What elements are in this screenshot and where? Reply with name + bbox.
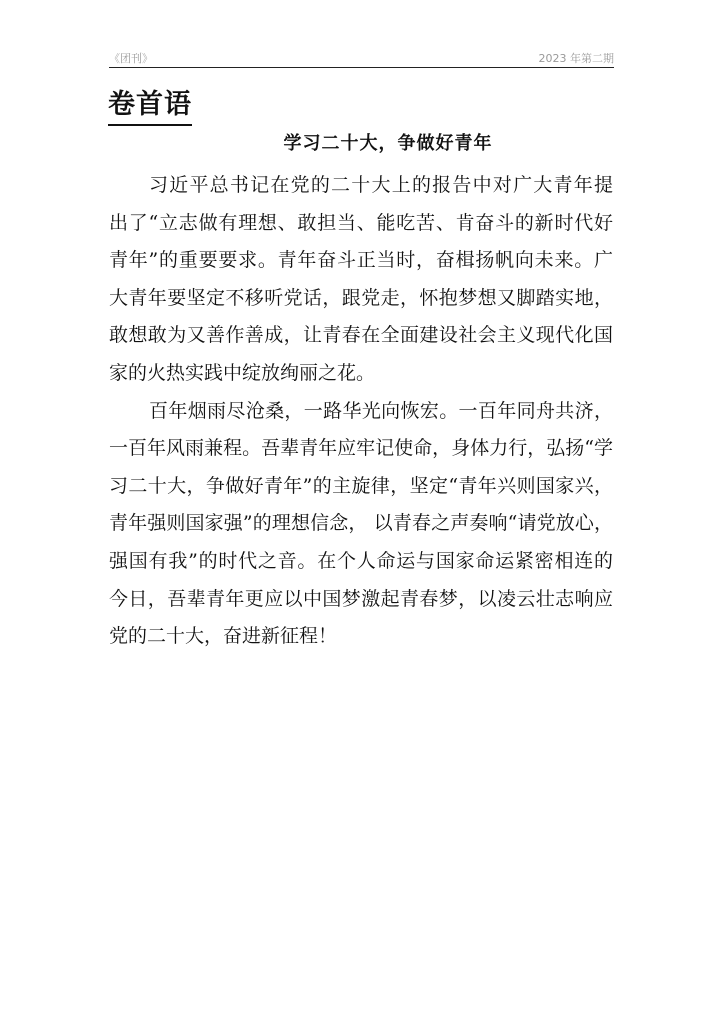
body-line: 今日，吾辈青年更应以中国梦激起青春梦，以凌云壮志响应 [109, 587, 613, 610]
body-line: 青年强则国家强”的理想信念， 以青春之声奏响“请党放心， [109, 512, 613, 535]
body-line: 出了“立志做有理想、敢担当、能吃苦、肯奋斗的新时代好 [109, 211, 613, 234]
issue-number: 2023 年第二期 [538, 52, 614, 65]
journal-name: 《团刊》 [109, 52, 153, 65]
body-line: 敢想敢为又善作善成，让青春在全面建设社会主义现代化国 [109, 324, 613, 347]
body-line: 习近平总书记在党的二十大上的报告中对广大青年提 [149, 174, 613, 196]
section-title: 卷首语 [108, 89, 192, 126]
body-line: 一百年风雨兼程。吾辈青年应牢记使命，身体力行，弘扬“学 [109, 437, 613, 460]
body-line: 习二十大，争做好青年”的主旋律，坚定“青年兴则国家兴， [109, 474, 613, 497]
body-line: 青年”的重要要求。青年奋斗正当时，奋楫扬帆向未来。广 [109, 249, 613, 272]
body-line: 强国有我”的时代之音。在个人命运与国家命运紧密相连的 [109, 549, 613, 572]
body-line: 党的二十大，奋进新征程！ [109, 625, 338, 648]
body-line: 家的火热实践中绽放绚丽之花。 [109, 361, 376, 384]
page-header [109, 50, 614, 68]
body-line: 百年烟雨尽沧桑，一路华光向恢宏。一百年同舟共济， [149, 399, 613, 422]
article-title: 学习二十大，争做好青年 [283, 133, 493, 154]
body-line: 大青年要坚定不移听党话，跟党走，怀抱梦想又脚踏实地， [109, 286, 613, 309]
article-body [109, 167, 613, 656]
